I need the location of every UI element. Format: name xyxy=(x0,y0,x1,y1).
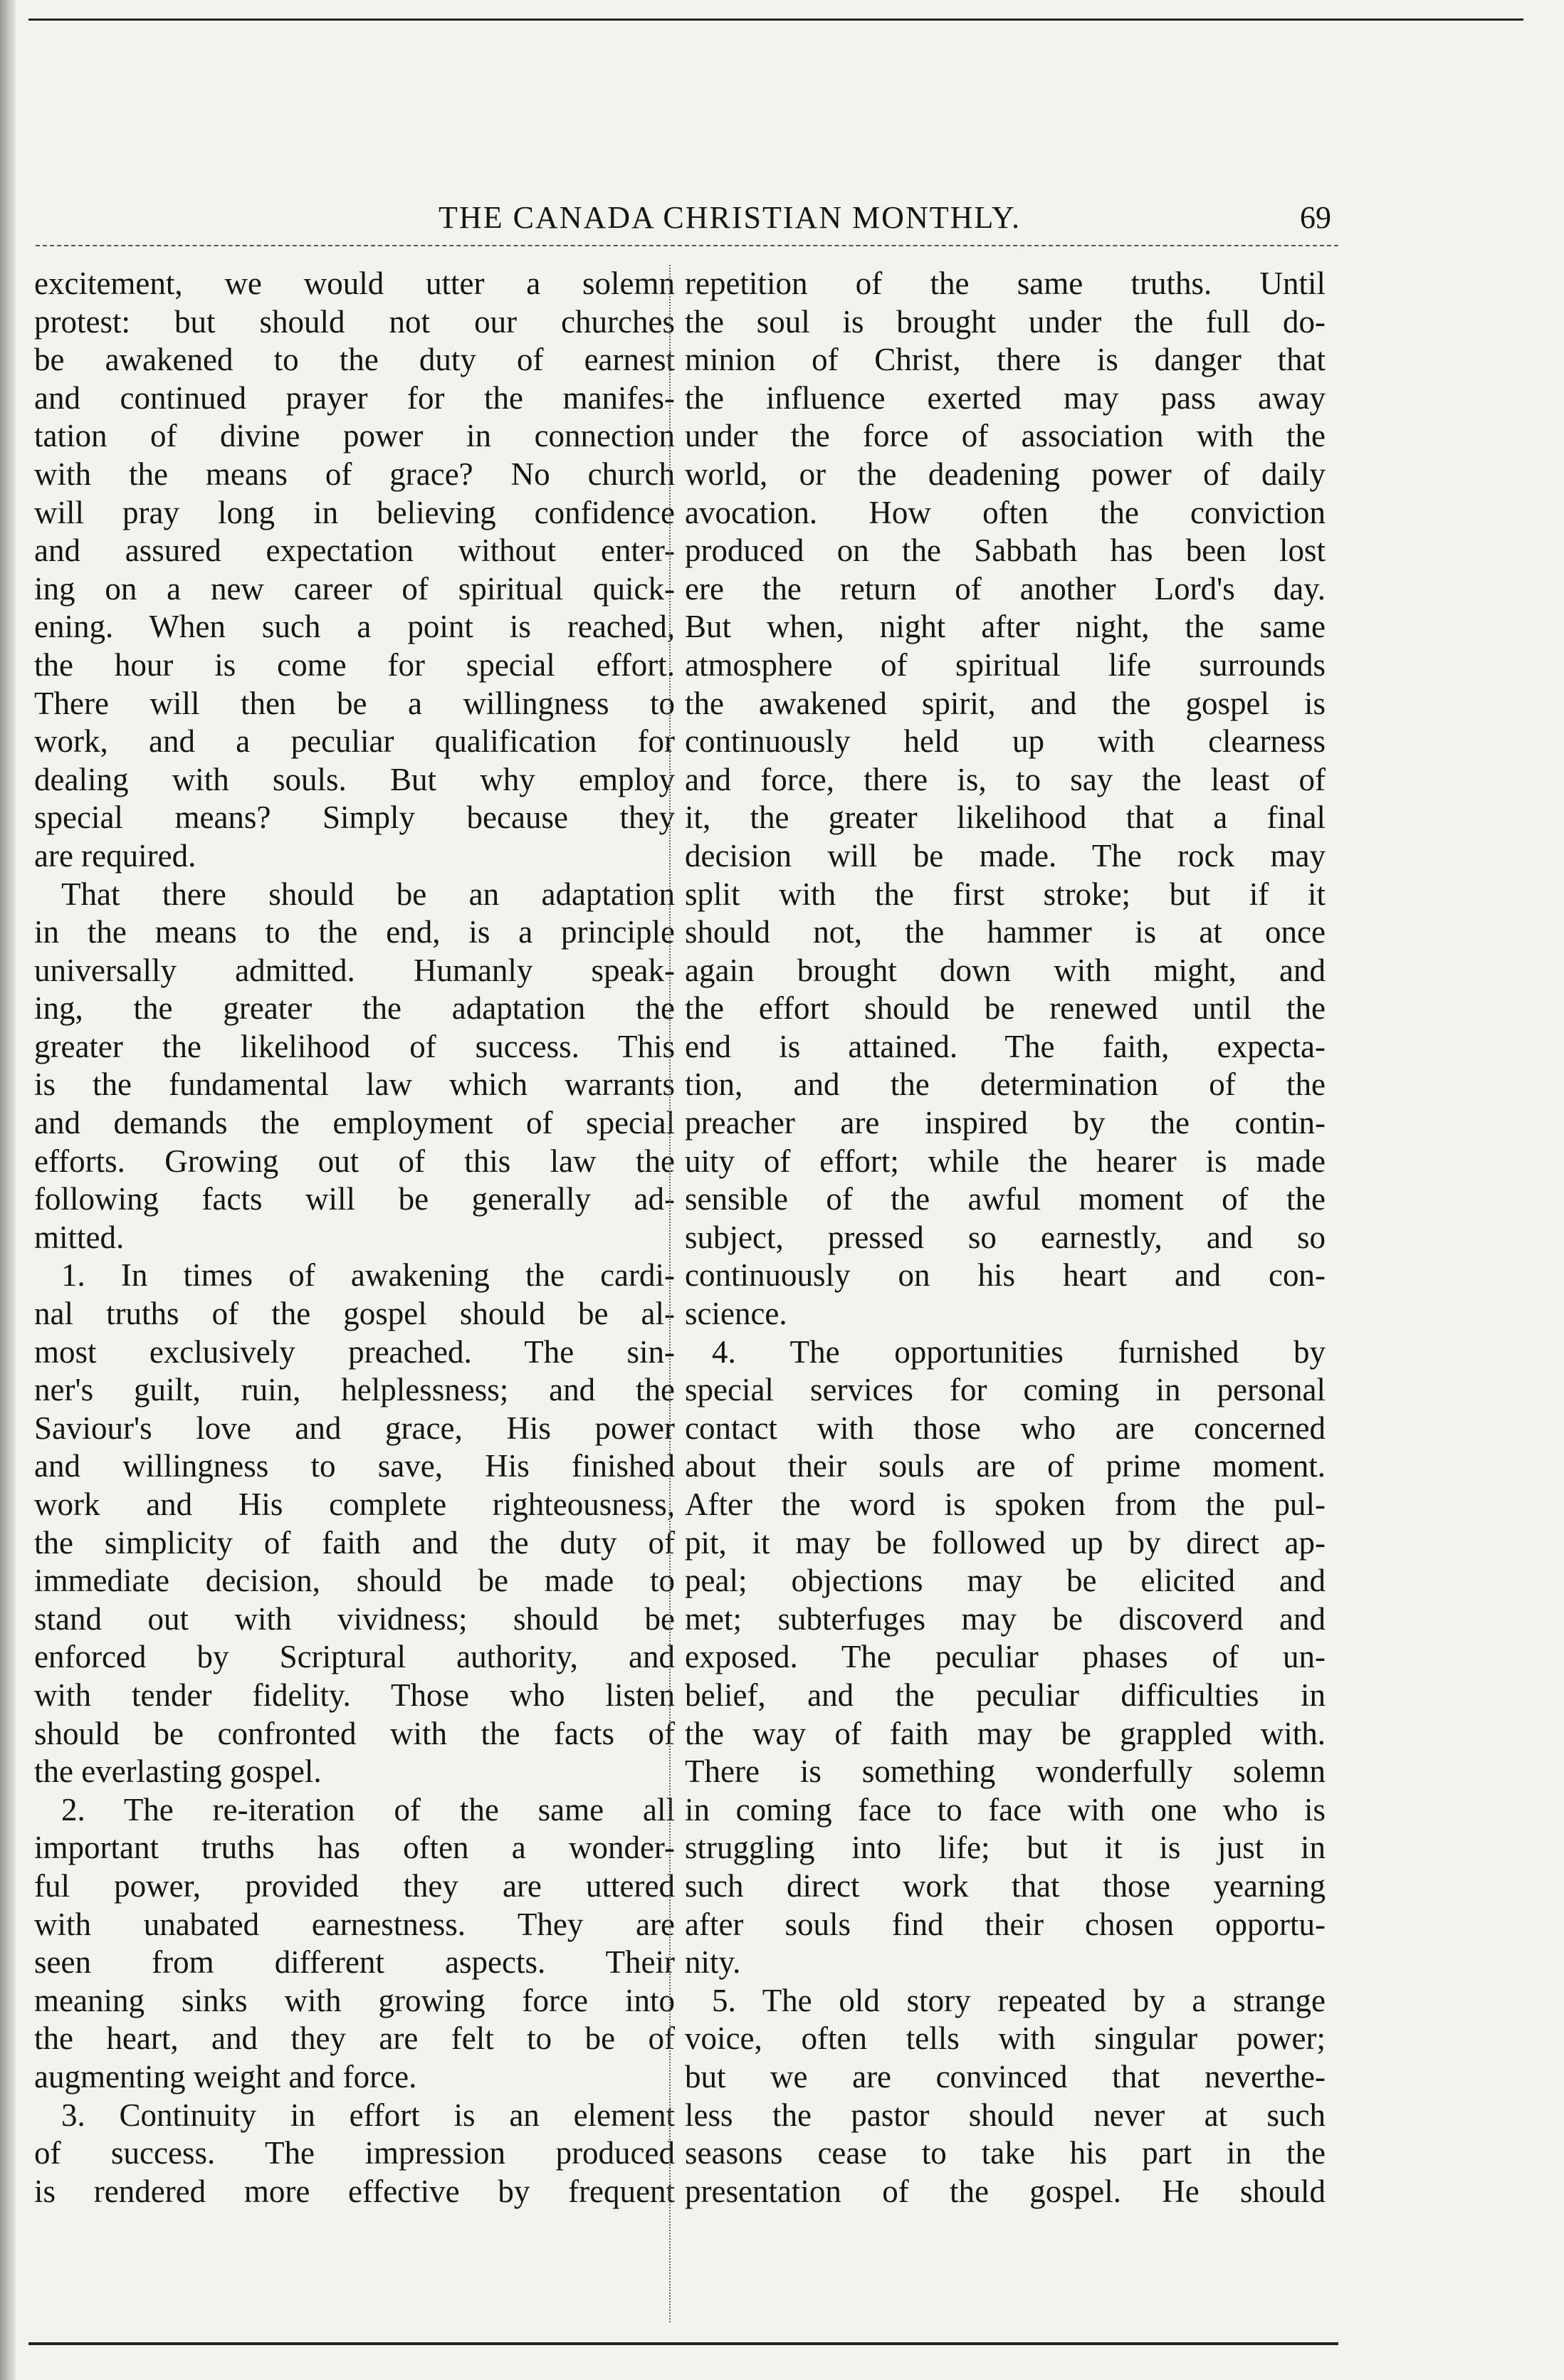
text-column-right xyxy=(685,265,1326,2211)
bottom-border-rule xyxy=(28,2342,1338,2345)
header-rule xyxy=(36,245,1338,246)
text-column-left xyxy=(34,265,675,2211)
text-line: following facts will be generally ad- xyxy=(34,1181,675,1217)
text-line: nity. xyxy=(685,1944,741,1981)
text-line: tation of divine power in connection xyxy=(34,418,675,454)
column-divider xyxy=(669,265,671,2322)
text-line: should be confronted with the facts of xyxy=(34,1715,675,1751)
text-line: ing on a new career of spiritual quick- xyxy=(34,570,675,607)
text-line: it, the greater likelihood that a final xyxy=(685,800,1326,836)
text-line: split with the first stroke; but if it xyxy=(685,876,1326,912)
text-line: the hour is come for special effort. xyxy=(34,646,675,683)
text-line: greater the likelihood of success. This xyxy=(34,1028,675,1064)
text-line: about their souls are of prime moment. xyxy=(685,1448,1326,1484)
text-line: enforced by Scriptural authority, and xyxy=(34,1639,675,1675)
text-line: struggling into life; but it is just in xyxy=(685,1830,1326,1866)
text-line: seasons cease to take his part in the xyxy=(685,2135,1326,2171)
text-line: preacher are inspired by the contin- xyxy=(685,1105,1326,1141)
text-line: immediate decision, should be made to xyxy=(34,1563,675,1599)
text-line: produced on the Sabbath has been lost xyxy=(685,533,1326,569)
text-line: contact with those who are concerned xyxy=(685,1410,1326,1446)
text-line: minion of Christ, there is danger that xyxy=(685,342,1326,378)
text-line: under the force of association with the xyxy=(685,418,1326,454)
text-line: the way of faith may be grappled with. xyxy=(685,1715,1326,1751)
text-line: That there should be an adaptation xyxy=(61,876,675,912)
text-line: ful power, provided they are uttered xyxy=(34,1867,675,1904)
text-line: the effort should be renewed until the xyxy=(685,990,1326,1027)
text-line: is rendered more effective by frequent xyxy=(34,2173,675,2209)
text-line: science. xyxy=(685,1296,787,1332)
text-line: efforts. Growing out of this law the xyxy=(34,1143,675,1179)
text-line: 2. The re-iteration of the same all xyxy=(61,1791,675,1828)
text-line: seen from different aspects. Their xyxy=(34,1944,675,1981)
text-line: peal; objections may be elicited and xyxy=(685,1563,1326,1599)
top-border-rule xyxy=(28,19,1523,21)
text-line: repetition of the same truths. Until xyxy=(685,266,1326,301)
text-line: mitted. xyxy=(34,1219,125,1255)
text-line: be awakened to the duty of earnest xyxy=(34,342,675,378)
text-line: ner's guilt, ruin, helplessness; and the xyxy=(34,1372,675,1408)
text-line: universally admitted. Humanly speak- xyxy=(34,952,675,988)
text-line: and assured expectation without enter- xyxy=(34,533,675,569)
text-line: dealing with souls. But why employ xyxy=(34,761,675,797)
text-line: are required. xyxy=(34,837,196,874)
running-head xyxy=(0,196,1564,239)
text-line: such direct work that those yearning xyxy=(685,1867,1326,1904)
text-line: atmosphere of spiritual life surrounds xyxy=(685,646,1326,683)
text-line: excitement, we would utter a solemn xyxy=(34,266,675,301)
page-number: 69 xyxy=(1300,200,1331,235)
text-line: with unabated earnestness. They are xyxy=(34,1906,675,1942)
text-line: special means? Simply because they xyxy=(34,800,675,836)
text-line: 4. The opportunities furnished by xyxy=(712,1333,1326,1370)
text-line: end is attained. The faith, expecta- xyxy=(685,1028,1326,1064)
text-line: in the means to the end, is a principle xyxy=(34,914,675,950)
text-line: sensible of the awful moment of the xyxy=(685,1181,1326,1217)
text-line: in coming face to face with one who is xyxy=(685,1791,1326,1828)
text-line: But when, night after night, the same xyxy=(685,609,1326,645)
text-line: augmenting weight and force. xyxy=(34,2058,417,2095)
scan-edge-shadow xyxy=(0,0,16,2380)
text-line: world, or the deadening power of daily xyxy=(685,456,1326,492)
text-line: most exclusively preached. The sin- xyxy=(34,1333,675,1370)
text-line: and continued prayer for the manifes- xyxy=(34,379,675,416)
text-line: continuously on his heart and con- xyxy=(685,1257,1326,1294)
text-line: and demands the employment of special xyxy=(34,1105,675,1141)
text-line: and force, there is, to say the least of xyxy=(685,761,1326,797)
text-line: of success. The impression produced xyxy=(34,2135,675,2171)
text-line: stand out with vividness; should be xyxy=(34,1600,675,1637)
text-line: avocation. How often the conviction xyxy=(685,494,1326,530)
text-line: but we are convinced that neverthe- xyxy=(685,2058,1326,2095)
text-line: subject, pressed so earnestly, and so xyxy=(685,1219,1326,1255)
text-line: should not, the hammer is at once xyxy=(685,914,1326,950)
text-line: the heart, and they are felt to be of xyxy=(34,2020,675,2057)
text-line: 3. Continuity in effort is an element xyxy=(61,2097,675,2133)
text-line: uity of effort; while the hearer is made xyxy=(685,1143,1326,1179)
text-line: is the fundamental law which warrants xyxy=(34,1066,675,1103)
text-line: and willingness to save, His finished xyxy=(34,1448,675,1484)
text-line: voice, often tells with singular power; xyxy=(685,2020,1326,2057)
text-line: work, and a peculiar qualification for xyxy=(34,723,675,760)
text-line: the influence exerted may pass away xyxy=(685,379,1326,416)
text-line: There will then be a willingness to xyxy=(34,685,675,721)
text-line: met; subterfuges may be discoverd and xyxy=(685,1600,1326,1637)
text-line: ere the return of another Lord's day. xyxy=(685,570,1326,607)
text-line: belief, and the peculiar difficulties in xyxy=(685,1677,1326,1713)
text-line: protest: but should not our churches xyxy=(34,303,675,340)
text-line: decision will be made. The rock may xyxy=(685,837,1326,874)
text-line: with tender fidelity. Those who listen xyxy=(34,1677,675,1713)
text-line: with the means of grace? No church xyxy=(34,456,675,492)
text-line: 5. The old story repeated by a strange xyxy=(712,1982,1326,2018)
text-line: will pray long in believing confidence xyxy=(34,494,675,530)
journal-title: THE CANADA CHRISTIAN MONTHLY. xyxy=(439,200,1021,235)
text-line: There is something wonderfully solemn xyxy=(685,1753,1326,1790)
text-line: again brought down with might, and xyxy=(685,952,1326,988)
text-line: ening. When such a point is reached, xyxy=(34,609,675,645)
text-line: ing, the greater the adaptation the xyxy=(34,990,675,1027)
text-line: the simplicity of faith and the duty of xyxy=(34,1524,675,1561)
text-line: meaning sinks with growing force into xyxy=(34,1982,675,2018)
text-line: work and His complete righteousness, xyxy=(34,1487,675,1522)
text-line: special services for coming in personal xyxy=(685,1372,1326,1408)
text-line: pit, it may be followed up by direct ap- xyxy=(685,1524,1326,1561)
text-line: tion, and the determination of the xyxy=(685,1066,1326,1103)
text-line: less the pastor should never at such xyxy=(685,2097,1326,2133)
text-line: exposed. The peculiar phases of un- xyxy=(685,1639,1326,1675)
text-line: after souls find their chosen opportu- xyxy=(685,1906,1326,1942)
text-line: After the word is spoken from the pul- xyxy=(685,1487,1326,1522)
text-line: 1. In times of awakening the cardi- xyxy=(61,1257,675,1294)
text-line: important truths has often a wonder- xyxy=(34,1830,675,1866)
text-line: presentation of the gospel. He should xyxy=(685,2173,1326,2209)
text-line: continuously held up with clearness xyxy=(685,723,1326,760)
text-line: the soul is brought under the full do- xyxy=(685,303,1326,340)
text-line: the everlasting gospel. xyxy=(34,1753,322,1790)
text-line: nal truths of the gospel should be al- xyxy=(34,1296,675,1332)
text-line: Saviour's love and grace, His power xyxy=(34,1410,675,1446)
text-line: the awakened spirit, and the gospel is xyxy=(685,685,1326,721)
